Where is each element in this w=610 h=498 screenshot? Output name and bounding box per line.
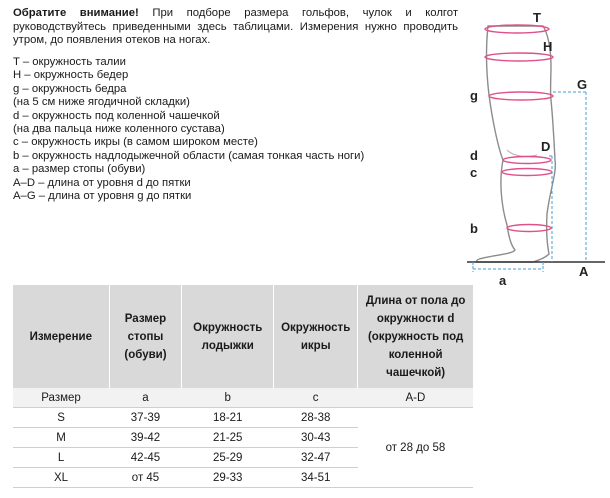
- header-ankle: Окружность лодыжки: [182, 285, 274, 388]
- legend-item: (на 5 см ниже ягодичной складки): [13, 96, 190, 109]
- label-c: c: [470, 165, 478, 180]
- label-b: b: [470, 221, 478, 236]
- size-cell: M: [13, 428, 109, 448]
- legend-item: T – окружность талии: [13, 56, 126, 68]
- legend-item: H – окружность бедер: [13, 69, 129, 82]
- ankle-cell: 25-29: [182, 448, 274, 468]
- intro-text: При подборе размера гольфов, чулок и колгот руководствуйтесь приведенными здесь таблицами. Измерения нужно проводить утром, до появления отеков на ногах.: [13, 7, 458, 47]
- label-a: a: [499, 273, 507, 288]
- label-g: g: [470, 88, 478, 103]
- intro-warning: Обратите внимание!: [13, 7, 139, 19]
- leg-measurement-diagram: [455, 0, 610, 290]
- calf-cell: 34-51: [274, 468, 358, 488]
- header-length: Длина от пола до окружности d (окружность под коленной чашечкой): [358, 285, 473, 388]
- ankle-cell: 18-21: [182, 408, 274, 428]
- legend-item: d – окружность под коленной чашечкой: [13, 109, 220, 122]
- intro-paragraph: [13, 7, 458, 48]
- size-cell: S: [13, 408, 109, 428]
- measurement-legend: [13, 56, 453, 203]
- table-header-row: [13, 285, 473, 388]
- header-calf: Окружность икры: [274, 285, 358, 388]
- label-D: D: [541, 139, 551, 154]
- size-cell: XL: [13, 468, 109, 488]
- label-G: G: [577, 77, 588, 92]
- length-cell: от 28 до 58: [358, 408, 473, 488]
- subheader-cell: c: [274, 388, 358, 408]
- header-foot-size: Размер стопы (обуви): [109, 285, 182, 388]
- foot-cell: 42-45: [109, 448, 182, 468]
- subheader-cell: b: [182, 388, 274, 408]
- legend-item: A–D – длина от уровня d до пятки: [13, 176, 191, 189]
- foot-cell: 37-39: [109, 408, 182, 428]
- size-table: [13, 285, 473, 488]
- table-subheader-row: [13, 388, 473, 408]
- legend-item: a – размер стопы (обуви): [13, 163, 146, 176]
- subheader-cell: Размер: [13, 388, 109, 408]
- label-T: T: [533, 10, 541, 25]
- calf-cell: 32-47: [274, 448, 358, 468]
- calf-cell: 28-38: [274, 408, 358, 428]
- subheader-cell: a: [109, 388, 182, 408]
- calf-cell: 30-43: [274, 428, 358, 448]
- label-H: H: [543, 39, 553, 54]
- ankle-cell: 29-33: [182, 468, 274, 488]
- legend-item: A–G – длина от уровня g до пятки: [13, 190, 192, 203]
- header-measurement: Измерение: [13, 285, 109, 388]
- legend-item: b – окружность надлодыжечной области (самая тонкая часть ноги): [13, 149, 365, 162]
- table-row: [13, 408, 473, 428]
- ankle-cell: 21-25: [182, 428, 274, 448]
- label-d: d: [470, 148, 478, 163]
- legend-item: g – окружность бедра: [13, 82, 127, 95]
- legend-item: (на два пальца ниже коленного сустава): [13, 123, 225, 136]
- size-cell: L: [13, 448, 109, 468]
- foot-cell: от 45: [109, 468, 182, 488]
- foot-cell: 39-42: [109, 428, 182, 448]
- label-A: A: [579, 264, 589, 279]
- legend-item: c – окружность икры (в самом широком месте): [13, 136, 258, 149]
- subheader-cell: A-D: [358, 388, 473, 408]
